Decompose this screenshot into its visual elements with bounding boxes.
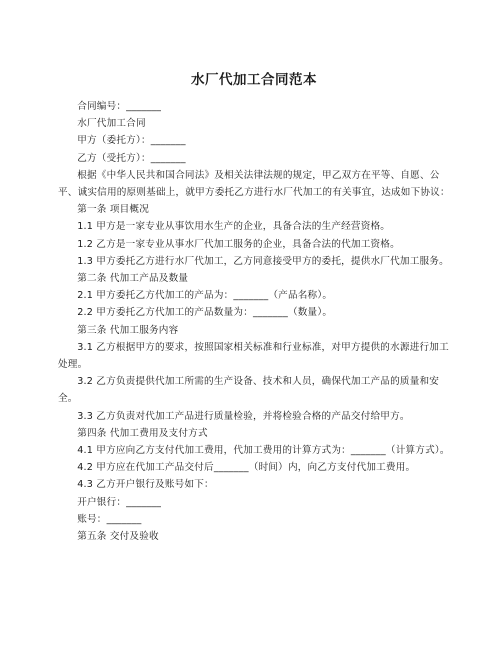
section-heading: 第三条 代加工服务内容 — [77, 324, 179, 336]
bank-account: 账号：_______ — [77, 513, 142, 525]
party-b: 乙方（受托方）：_______ — [77, 152, 186, 164]
clause: 3.1 乙方根据甲方的要求，按照国家相关标准和行业标准，对甲方提供的水源进行加工处理。 — [58, 341, 449, 371]
clause: 3.2 乙方负责提供代加工所需的生产设备、技术和人员，确保代加工产品的质量和安全。 — [58, 376, 440, 405]
clause: 1.1 甲方是一家专业从事饮用水生产的企业，具备合法的生产经营资格。 — [77, 221, 391, 233]
section-heading: 第一条 项目概况 — [77, 204, 149, 216]
clause: 1.3 甲方委托乙方进行水厂代加工，乙方同意接受甲方的委托，提供水厂代加工服务。 — [77, 255, 449, 267]
bank-name: 开户银行：_______ — [77, 496, 162, 508]
contract-number: 合同编号：_______ — [77, 101, 162, 112]
clause: 4.1 甲方应向乙方支付代加工费用，代加工费用的计算方式为：_______（计算方式）。 — [77, 445, 450, 457]
section-heading: 第二条 代加工产品及数量 — [77, 273, 189, 285]
clause: 4.2 甲方应在代加工产品交付后_______（时间）内，向乙方支付代加工费用。 — [77, 462, 416, 474]
preamble: 根据《中华人民共和国合同法》及相关法律法规的规定，甲乙双方在平等、自愿、公平、诚实信用的原则基础上，就甲方委托乙方进行水厂代加工的有关事宜，达成如下协议： — [58, 169, 450, 199]
clause: 2.1 甲方委托乙方代加工的产品为：_______（产品名称）。 — [77, 290, 333, 302]
clause: 2.2 甲方委托乙方代加工的产品数量为：_______（数量）。 — [77, 307, 333, 319]
section-heading: 第四条 代加工费用及支付方式 — [77, 427, 208, 439]
document-title: 水厂代加工合同范本 — [191, 72, 317, 88]
clause: 4.3 乙方开户银行及账号如下： — [77, 479, 214, 491]
section-heading: 第五条 交付及验收 — [77, 531, 159, 543]
party-a: 甲方（委托方）：_______ — [77, 135, 186, 147]
contract-name: 水厂代加工合同 — [77, 118, 146, 130]
clause: 3.3 乙方负责对代加工产品进行质量检验，并将检验合格的产品交付给甲方。 — [77, 410, 410, 422]
clause: 1.2 乙方是一家专业从事水厂代加工服务的企业，具备合法的代加工资格。 — [77, 238, 400, 250]
